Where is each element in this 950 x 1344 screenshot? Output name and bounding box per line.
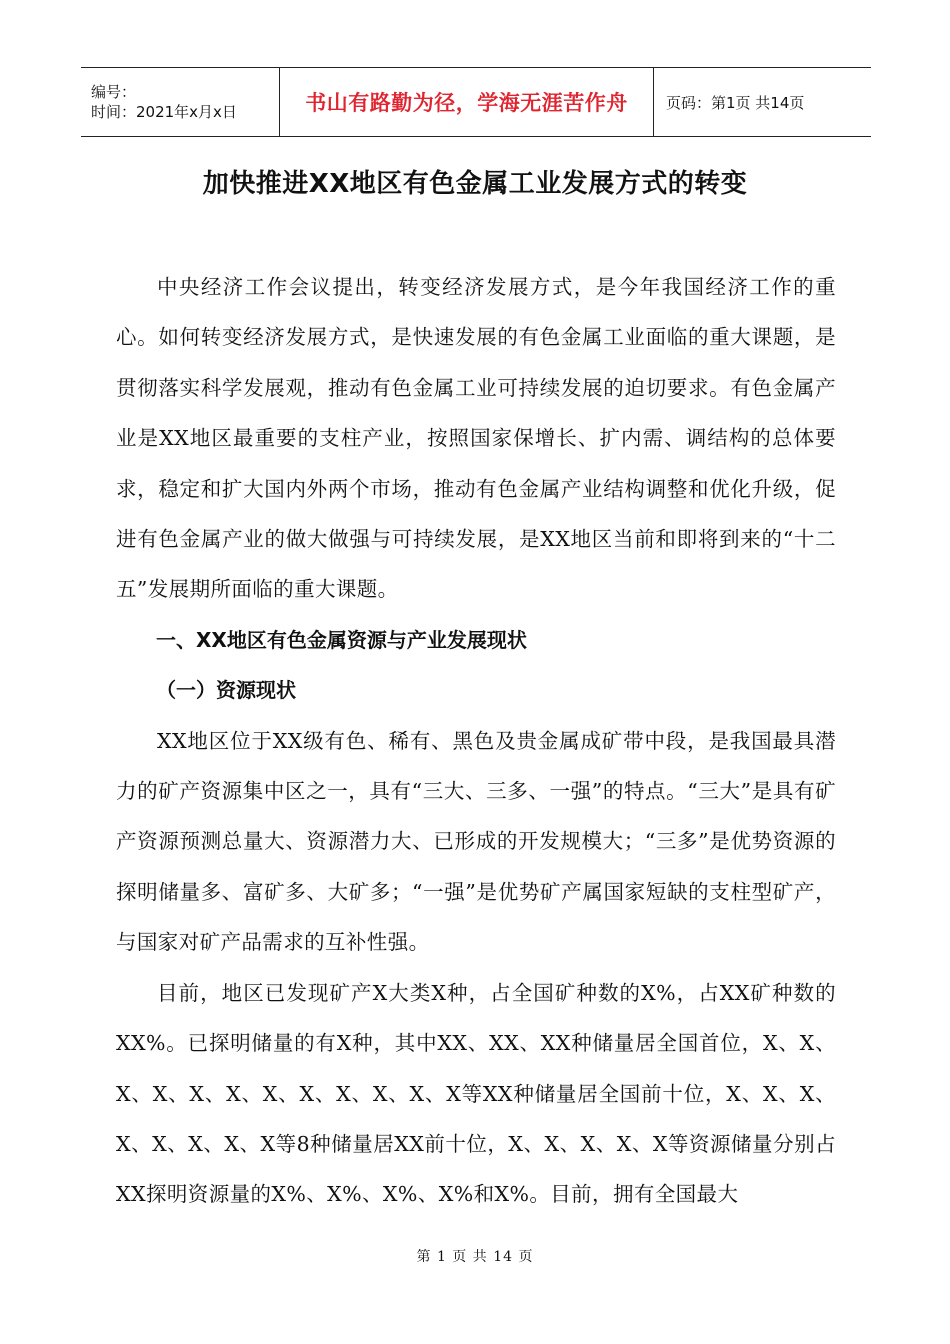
header-motto bbox=[280, 68, 654, 136]
document-title: 加快推进XX地区有色金属工业发展方式的转变 bbox=[202, 169, 748, 199]
date-label: 时间：2021年x月x日 bbox=[91, 103, 237, 121]
section-heading: 一、XX地区有色金属资源与产业发展现状 bbox=[156, 627, 527, 652]
resource-paragraph: XX地区位于XX级有色、稀有、黑色及贵金属成矿带中段，是我国最具潜力的矿产资源集中区之一，具有“三大、三多、一强”的特点。“三大”是具有矿产资源预测总量大、资源潜力大、已形成的开发规模大；“三多”是优势资源的探明储量多、富矿多、大矿多；“一强”是优势矿产属国家短缺的支柱型矿产，与国家对矿产品需求的互补性强。 bbox=[116, 728, 836, 955]
page-info-text: 页码：第1页 共14页 bbox=[666, 93, 805, 112]
page-footer: 第 1 页 共 14 页 bbox=[416, 1249, 534, 1265]
statistics-paragraph: 目前，地区已发现矿产X大类X种，占全国矿种数的X%，占XX矿种数的XX%。已探明储量的有X种，其中XX、XX、XX种储量居全国首位，X、X、X、X、X、X、X、X、X、X、X、X等XX种储量居全国前十位，X、X、X、X、X、X、X、X等8种储量居XX前十位，X、X、X、X、X等资源储量分别占XX探明资源量的X%、X%、X%、X%和X%。目前，拥有全国最大 bbox=[116, 980, 836, 1207]
motto-text: 书山有路勤为径，学海无涯苦作舟 bbox=[305, 91, 628, 115]
subsection-heading: （一）资源现状 bbox=[156, 678, 296, 703]
header-meta bbox=[81, 68, 280, 136]
document-header bbox=[81, 67, 871, 137]
header-page-info bbox=[654, 68, 871, 136]
serial-number-label: 编号： bbox=[91, 83, 137, 101]
document-body bbox=[116, 262, 836, 1220]
intro-paragraph: 中央经济工作会议提出，转变经济发展方式，是今年我国经济工作的重心。如何转变经济发展方式，是快速发展的有色金属工业面临的重大课题，是贯彻落实科学发展观，推动有色金属工业可持续发展的迫切要求。有色金属产业是XX地区最重要的支柱产业，按照国家保增长、扩内需、调结构的总体要求，稳定和扩大国内外两个市场，推动有色金属产业结构调整和优化升级，促进有色金属产业的做大做强与可持续发展，是XX地区当前和即将到来的“十二五”发展期所面临的重大课题。 bbox=[116, 275, 836, 602]
